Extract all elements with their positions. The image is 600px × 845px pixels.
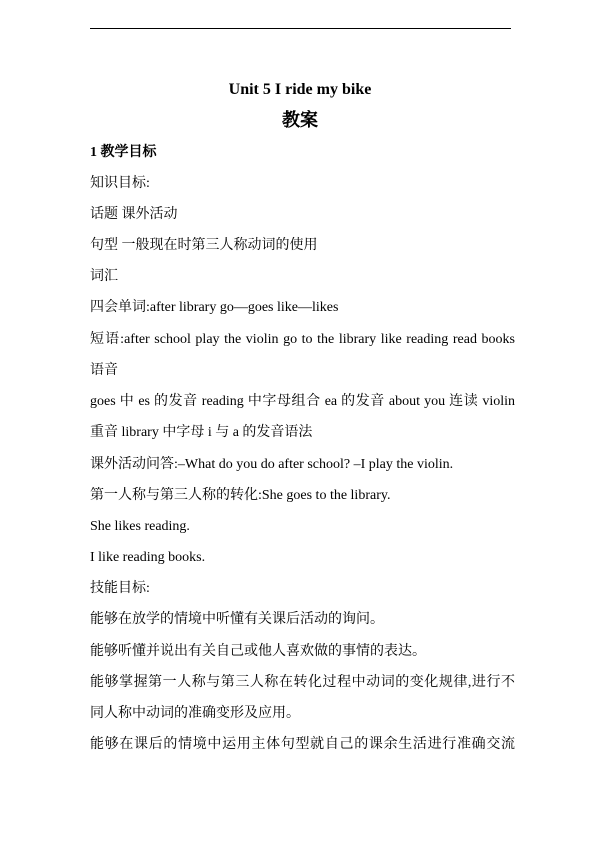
text-line: 课外活动问答:–What do you do after school? –I play the violin. [90, 457, 454, 472]
text-line: 第一人称与第三人称的转化:She goes to the library. [90, 488, 391, 503]
text-line: 四会单词:after library go—goes like—likes [90, 300, 339, 315]
text-line: I like reading books. [90, 550, 206, 565]
text-line: 能够听懂并说出有关自己或他人喜欢做的事情的表达。 [90, 644, 426, 659]
header-rule [90, 28, 511, 29]
document-subtitle: 教案 [282, 110, 318, 130]
text-line: 同人称中动词的准确变形及应用。 [90, 706, 300, 721]
text-line: 知识目标: [90, 176, 150, 191]
text-line: 技能目标: [90, 581, 150, 596]
text-line: 话题 课外活动 [90, 207, 178, 222]
text-line: 语音 [90, 363, 118, 378]
text-line: 能够在放学的情境中听懂有关课后活动的询问。 [90, 612, 384, 627]
text-line: 能够掌握第一人称与第三人称在转化过程中动词的变化规律,进行不 [90, 675, 515, 690]
text-line: goes 中 es 的发音 reading 中字母组合 ea 的发音 about you 连读 violin [90, 394, 515, 409]
text-line: 重音 library 中字母 i 与 a 的发音语法 [90, 425, 313, 440]
document-title: Unit 5 I ride my bike [228, 81, 372, 98]
text-line: 句型 一般现在时第三人称动词的使用 [90, 238, 318, 253]
text-line: 能够在课后的情境中运用主体句型就自己的课余生活进行准确交流 [90, 737, 515, 752]
text-line: 短语:after school play the violin go to the library like reading read books [90, 332, 515, 347]
text-line: 词汇 [90, 269, 118, 284]
section-heading: 1 教学目标 [90, 145, 157, 160]
text-line: She likes reading. [90, 519, 190, 534]
